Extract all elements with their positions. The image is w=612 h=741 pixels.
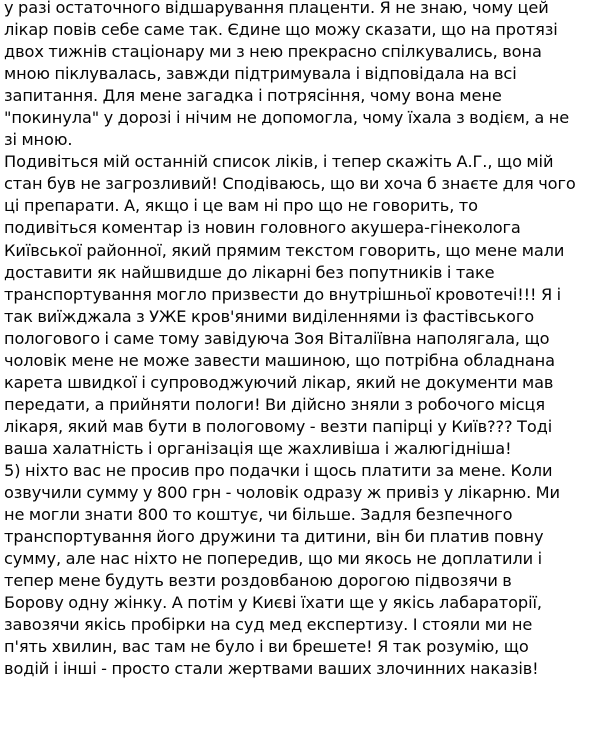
post-text [4, 0, 604, 680]
paragraph-payment: 5) ніхто вас не просив про подачки і щось платити за мене. Коли озвучили сумму у 800 грн - чоловік одразу ж привіз у лікарню. Ми не могли знати 800 то коштує, чи більше. Задля безпечного транспортування його дружини та дитини, він би платив повну сумму, але нас ніхто не попередив, що ми якось не доплатили і тепер мене будуть везти роздовбаною дорогою підвозячи в Борову одну жінку. А потім у Києві їхати ще у якісь лабараторії, завозячи якісь пробірки на суд мед експертизу. І стояли ми не п'ять хвилин, вас там не було і ви брешете! Я так розумію, що водій і інші - просто стали жертвами ваших злочинних наказів! [4, 460, 560, 679]
paragraph-placenta: у разі остаточного відшарування плаценти. Я не знаю, чому цей лікар повів себе саме так. Єдине що можу сказати, що на протязі двох тижнів стаціонару ми з нею прекрасно спілкувались, вона мною піклувалась, завжди підтримувала і відповідала на всі запитання. Для мене загадка і потрясіння, чому вона мене "покинула" у дорозі і нічим не допомогла, чому їхала з водієм, а не зі мною. [4, 0, 570, 150]
paragraph-medications: Подивіться мій останній список ліків, і тепер скажіть А.Г., що мій стан був не загрозливий! Сподіваюсь, що ви хоча б знаєте для чого ці препарати. А, якщо і це вам ні про що не говорить, то подивіться коментар із новин головного акушера-гінеколога Київської районної, який прямим текстом говорить, що мене мали доставити як найшвидше до лікарні без попутників і таке транспортування могло призвести до внутрішньої кровотечі!!! Я і так виїжджала з УЖЕ кров'яними виділеннями із фастівського пологового і саме тому завідуюча Зоя Віталіївна наполягала, що чоловік мене не може завести машиною, що потрібна обладнана карета швидкої і супроводжуючий лікар, який не документи мав передати, а прийняти пологи! Ви дійсно зняли з робочого місця лікаря, який мав бути в пологовому - везти папірці у Київ??? Тоді ваша халатність і організація ще жахливіша і жалюгідніша! [4, 152, 576, 458]
